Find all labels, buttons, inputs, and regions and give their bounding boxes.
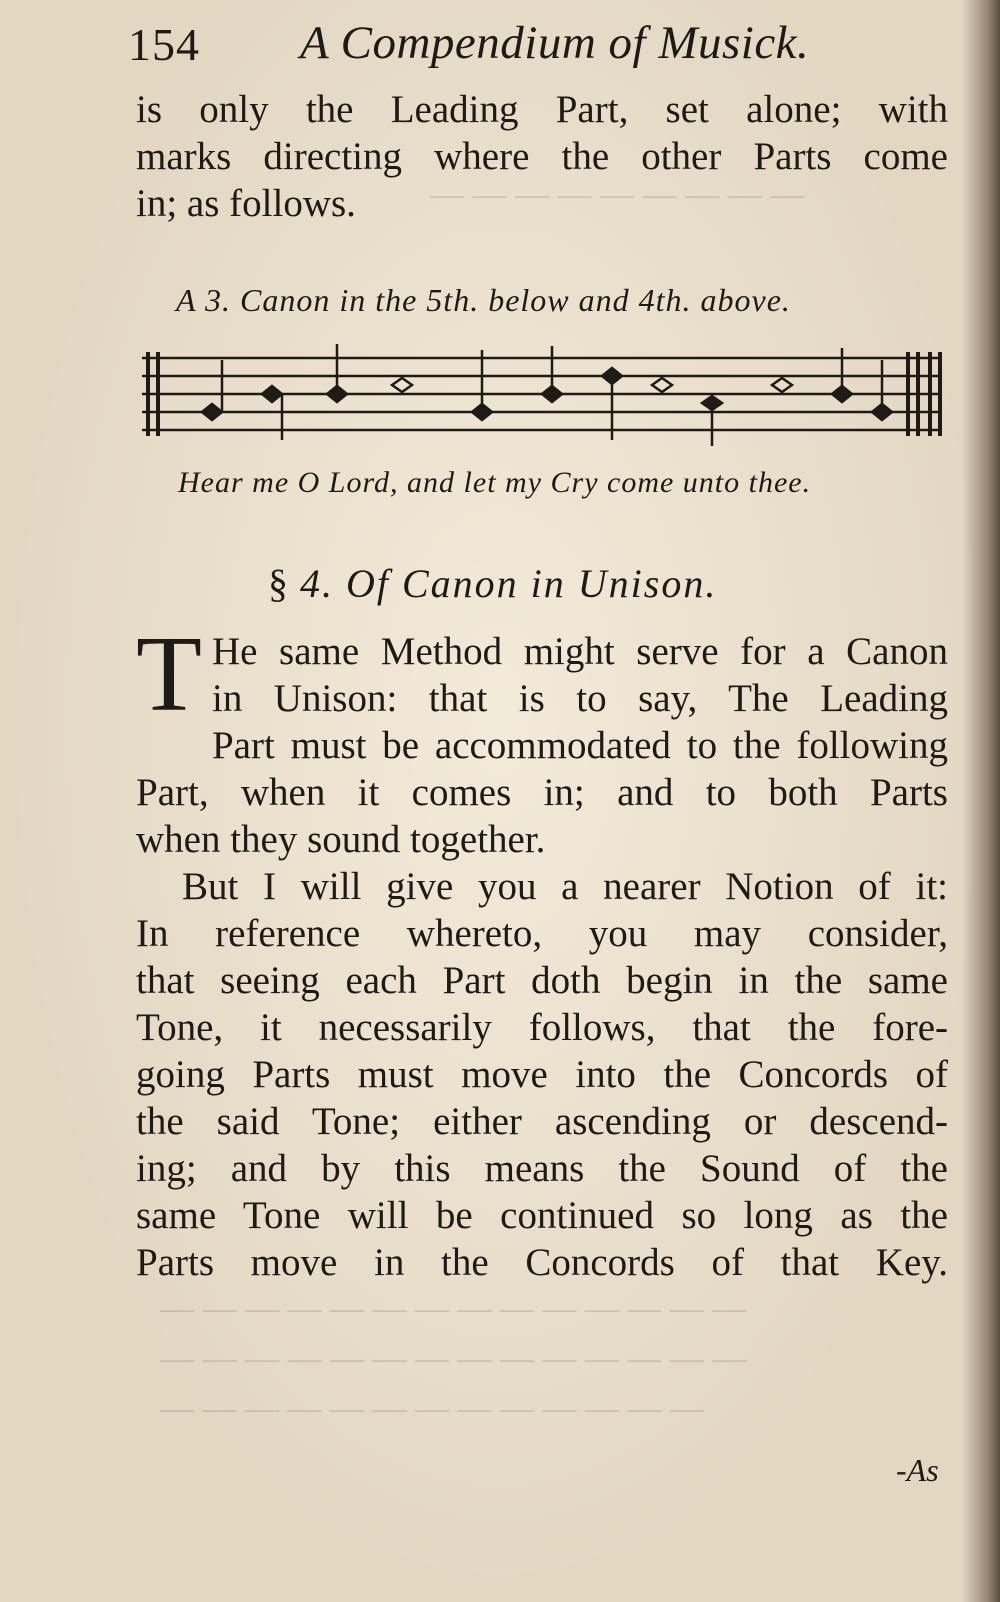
page-header (128, 14, 928, 74)
text-line: Part, when it comes in; and to both Parts (136, 771, 948, 814)
text-line: same Tone will be continued so long as the (136, 1194, 948, 1237)
catchword: -As (896, 1452, 939, 1488)
section-number: 4. (300, 561, 334, 606)
text-line: He same Method might serve for a Canon (211, 630, 948, 673)
bleed-through-text: — — — — — — — — — — — — — (160, 1390, 704, 1427)
body-paragraph (136, 615, 948, 1286)
text-line: in; as follows. (136, 182, 356, 225)
bleed-through-text: — — — — — — — — — — — — — — (160, 1340, 747, 1377)
page-edge-shadow (962, 0, 1000, 1602)
bleed-through-text: — — — — — — — — — (430, 176, 804, 213)
page-number: 154 (128, 19, 200, 70)
text-line: in Unison: that is to say, The Leading (211, 677, 948, 720)
section-symbol: § (268, 561, 290, 606)
bleed-through-text: — — — — — — — — — — — — — — (160, 1290, 747, 1327)
text-line: the said Tone; either ascending or descend- (136, 1100, 948, 1143)
canon-caption: A 3. Canon in the 5th. below and 4th. above. (176, 282, 791, 318)
text-line: ing; and by this means the Sound of the (136, 1147, 948, 1190)
lyric-line: Hear me O Lord, and let my Cry come unto thee. (178, 466, 812, 499)
intro-paragraph (136, 86, 948, 227)
running-title: A Compendium of Musick. (300, 17, 810, 69)
text-line: is only the Leading Part, set alone; with (136, 88, 948, 131)
section-title: Of Canon in Unison. (346, 561, 718, 606)
music-staff (142, 340, 960, 450)
text-line: Tone, it necessarily follows, that the fore- (136, 1006, 948, 1049)
section-heading (268, 560, 717, 607)
text-line: when they sound together. (136, 818, 546, 861)
text-line: marks directing where the other Parts come (136, 135, 948, 178)
text-line: that seeing each Part doth begin in the same (136, 959, 948, 1002)
text-line: But I will give you a nearer Notion of it: (182, 865, 948, 908)
text-line: Part must be accommodated to the following (211, 724, 948, 767)
text-line: going Parts must move into the Concords of (136, 1053, 948, 1096)
text-line: Parts move in the Concords of that Key. (136, 1241, 948, 1284)
text-line: In reference whereto, you may consider, (136, 912, 948, 955)
drop-cap: T (136, 615, 202, 734)
